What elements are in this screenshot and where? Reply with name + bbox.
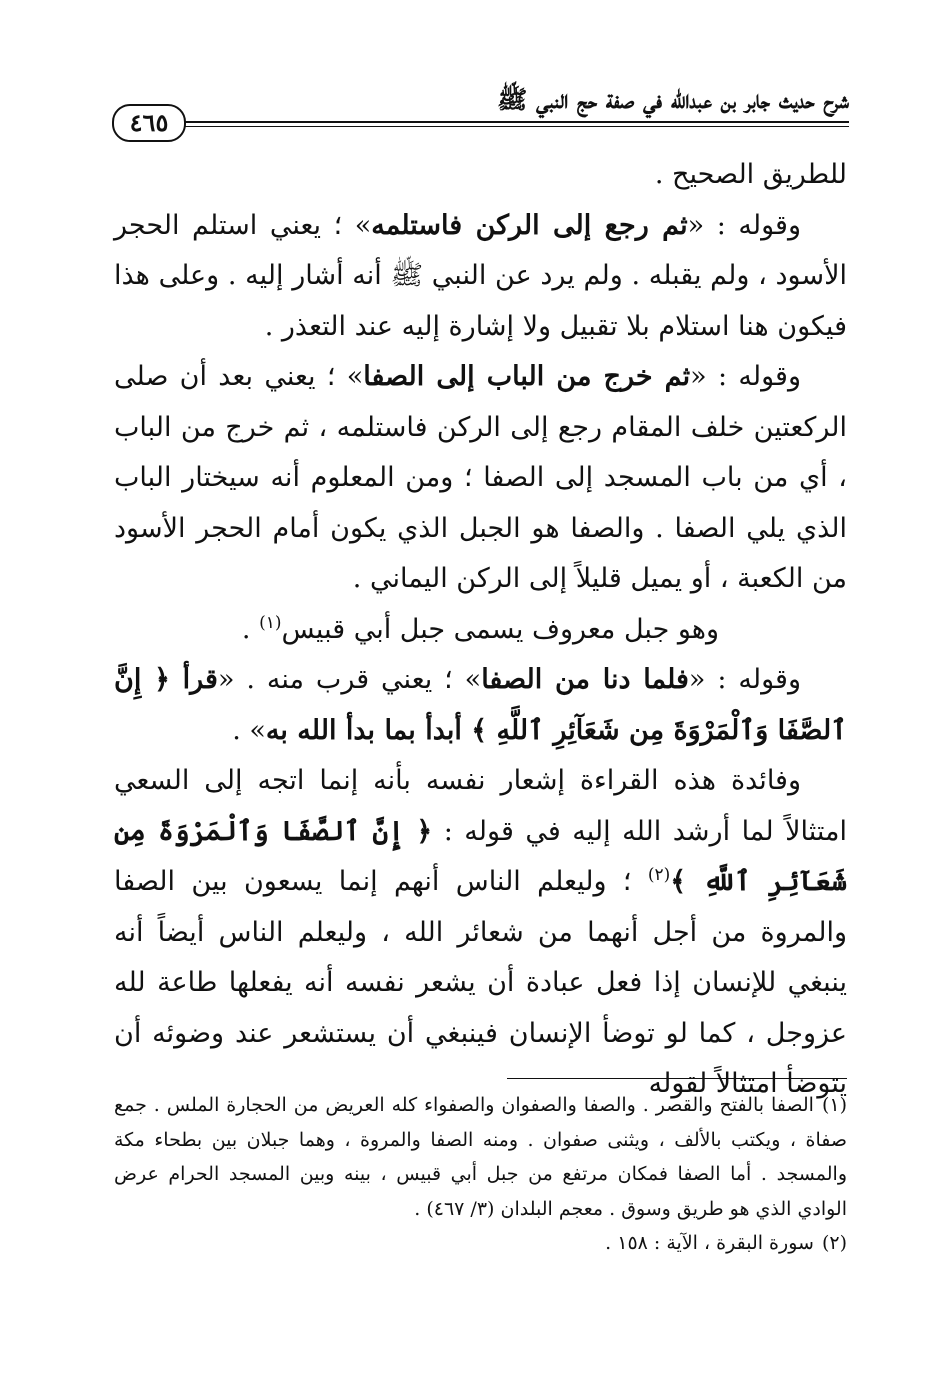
period: . xyxy=(241,613,260,645)
footnote-ref[interactable]: (٢) xyxy=(647,865,671,885)
hadith-quote: ثم رجع إلى الركن فاستلمه xyxy=(371,209,688,241)
header-title: شرح حديث جابر بن عبدالله في صفة حج النبي ﷺ xyxy=(497,85,849,114)
commentary-text: » ؛ يعني استلم الحجر الأسود ، ولم يقبله . ولم يرد عن النبي ﷺ أنه أشار إليه . وعلى هذا فيكون هنا استلام بلا تقبيل ولا إشارة إليه عند التعذر . xyxy=(114,209,847,342)
footnote-number: (١) xyxy=(821,1094,847,1116)
quote-open: وقوله : « xyxy=(690,361,801,392)
footnote-number: (٢) xyxy=(821,1232,847,1254)
footnote-2 xyxy=(114,1226,847,1261)
commentary-text: » ؛ يعني قرب منه . « xyxy=(217,664,482,695)
quran-verse: ﴿ إِنَّ ٱلصَّفَا وَٱلْمَرْوَةَ مِن شَعَآئِرِ ٱللَّهِ ﴾ xyxy=(114,815,847,897)
paragraph-1 xyxy=(114,150,847,201)
quote-close: » . xyxy=(232,714,266,746)
hadith-quote-quran: قرأ ﴿ إِنَّ ٱلصَّفَا وَٱلْمَرْوَةَ مِن شَعَآئِرِ ٱللَّهِ ﴾ أبدأ بما بدأ الله به xyxy=(114,664,847,746)
paragraph-6 xyxy=(114,756,847,1110)
paragraph-3 xyxy=(114,352,847,605)
footnotes xyxy=(114,1088,847,1261)
commentary-text: وفائدة هذه القراءة إشعار نفسه بأنه إنما اتجه إلى السعي امتثالاً لما أرشد الله إليه في قوله : xyxy=(114,765,848,847)
footnote-ref[interactable]: (١) xyxy=(259,612,282,633)
hadith-quote: فلما دنا من الصفا xyxy=(481,664,689,695)
paragraph-1-text: للطريق الصحيح . xyxy=(654,159,847,190)
header-rule-secondary xyxy=(176,126,849,127)
footnote-text: الصفا بالفتح والقصر . والصفا والصفوان والصفواء كله العريض من الحجارة الملس . جمع صفاة ، ويكتب بالألف ، ويثنى صفوان . ومنه الصفا والمروة ، وهما جبلان بين بطحاء مكة والمسجد . أما الصفا فمكان مرتفع من جبل أبي قبيس ، بينه وبين المسجد الحرام عرض الوادي الذي هو طريق وسوق . معجم البلدان (٣/ ٤٦٧) . xyxy=(114,1094,847,1220)
main-text xyxy=(114,150,847,1110)
header-rule xyxy=(176,121,849,123)
quote-open: وقوله : « xyxy=(688,664,801,695)
commentary-text: » ؛ يعني بعد أن صلى الركعتين خلف المقام رجع إلى الركن فاستلمه ، ثم خرج من الباب ، أي من باب المسجد إلى الصفا ؛ ومن المعلوم أنه سيختار الباب الذي يلي الصفا . والصفا هو الجبل الذي يكون أمام الحجر الأسود من الكعبة ، أو يميل قليلاً إلى الركن اليماني . xyxy=(114,361,847,594)
running-header xyxy=(112,82,849,142)
footnote-separator xyxy=(507,1078,847,1079)
footnote-text: سورة البقرة ، الآية : ١٥٨ . xyxy=(605,1232,814,1254)
page-number: ٤٦٥ xyxy=(112,104,186,142)
paragraph-4 xyxy=(114,605,847,656)
hadith-quote: ثم خرج من الباب إلى الصفا xyxy=(363,361,691,392)
commentary-text: ؛ وليعلم الناس أنهم إنما يسعون بين الصفا والمروة من أجل أنهما من شعائر الله ، وليعلم الناس أيضاً أنه ينبغي للإنسان إذا فعل عبادة أن يشعر نفسه أنه يفعلها طاعة لله عزوجل ، كما لو توضأ الإنسان فينبغي أن يستشعر عند وضوئه أن يتوضأ امتثالاً لقوله xyxy=(114,866,847,1099)
commentary-text: وهو جبل معروف يسمى جبل أبي قبيس xyxy=(281,613,720,645)
paragraph-5 xyxy=(114,655,847,756)
footnote-1 xyxy=(114,1088,847,1226)
paragraph-2 xyxy=(114,201,847,353)
quote-open: وقوله : « xyxy=(687,209,801,241)
